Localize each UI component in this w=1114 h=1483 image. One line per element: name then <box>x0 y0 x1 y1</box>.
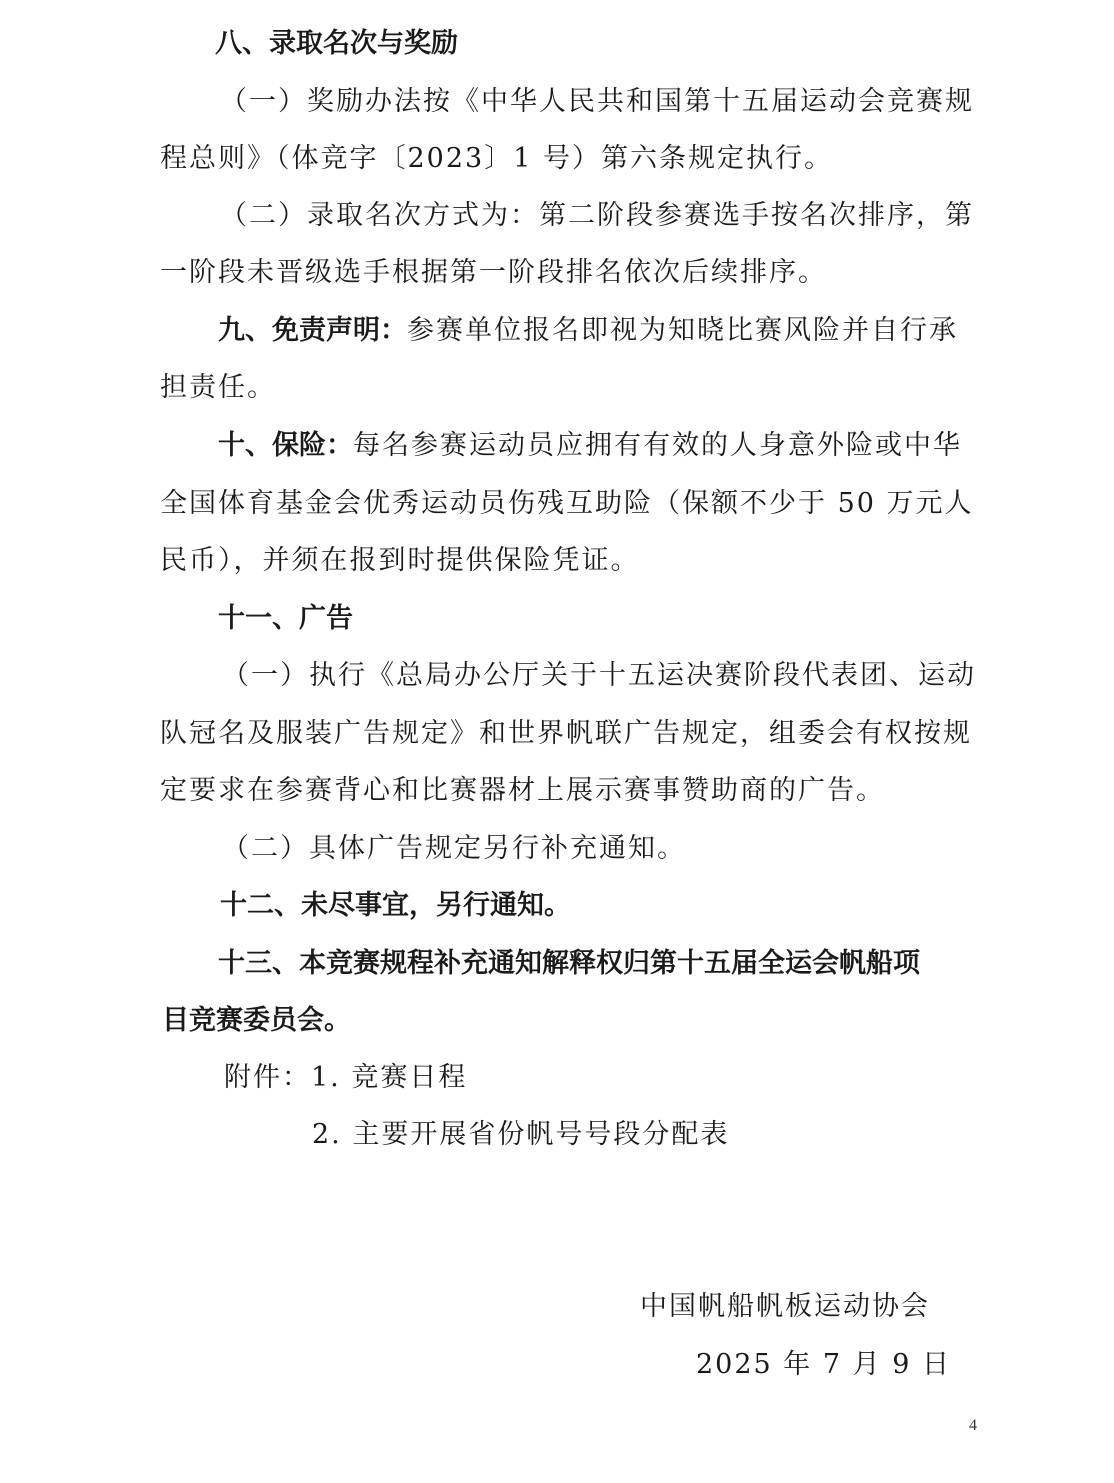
section-11-item-1-line-1: （一）执行《总局办公厅关于十五运决赛阶段代表团、运动 <box>222 660 976 691</box>
section-13-line-1: 十三、本竞赛规程补充通知解释权归第十五届全运会帆船项 <box>218 948 920 979</box>
section-12-heading: 十二、未尽事宜，另行通知。 <box>220 890 571 921</box>
section-9-text: 参赛单位报名即视为知晓比赛风险并自行承 <box>407 315 958 346</box>
section-10-line-1 <box>218 428 962 464</box>
section-8-item-1-line-1: （一）奖励办法按《中华人民共和国第十五届运动会竞赛规 <box>220 86 974 117</box>
section-9-heading: 九、免责声明： <box>218 315 407 346</box>
section-10-line-2: 全国体育基金会优秀运动员伤残互助险（保额不少于 50 万元人 <box>160 488 974 519</box>
section-10-line-3: 民币），并须在报到时提供保险凭证。 <box>160 545 640 576</box>
section-9-line-1 <box>218 313 958 349</box>
section-10-heading: 十、保险： <box>218 430 353 461</box>
section-8-heading: 八、录取名次与奖励 <box>215 28 458 59</box>
section-13-line-2: 目竞赛委员会。 <box>162 1005 351 1036</box>
section-8-item-2-line-1: （二）录取名次方式为：第二阶段参赛选手按名次排序，第 <box>220 200 974 231</box>
page-number: 4 <box>969 1417 977 1434</box>
section-8-item-1-line-2: 程总则》（体竞字〔2023〕1 号）第六条规定执行。 <box>160 143 833 174</box>
section-11-heading: 十一、广告 <box>218 603 353 634</box>
attachments-line-1: 附件：1. 竞赛日程 <box>224 1062 468 1093</box>
section-11-item-1-line-2: 队冠名及服装广告规定》和世界帆联广告规定，组委会有权按规 <box>160 718 972 749</box>
section-11-item-1-line-3: 定要求在参赛背心和比赛器材上展示赛事赞助商的广告。 <box>160 775 885 806</box>
section-8-item-2-line-2: 一阶段未晋级选手根据第一阶段排名依次后续排序。 <box>160 257 827 288</box>
section-11-item-2: （二）具体广告规定另行补充通知。 <box>222 833 686 864</box>
section-10-text: 每名参赛运动员应拥有有效的人身意外险或中华 <box>353 430 962 461</box>
section-9-line-2: 担责任。 <box>160 372 276 403</box>
signature-date: 2025 年 7 月 9 日 <box>696 1349 951 1380</box>
signature-organization: 中国帆船帆板运动协会 <box>640 1291 930 1322</box>
attachments-line-2: 2. 主要开展省份帆号号段分配表 <box>312 1119 730 1150</box>
